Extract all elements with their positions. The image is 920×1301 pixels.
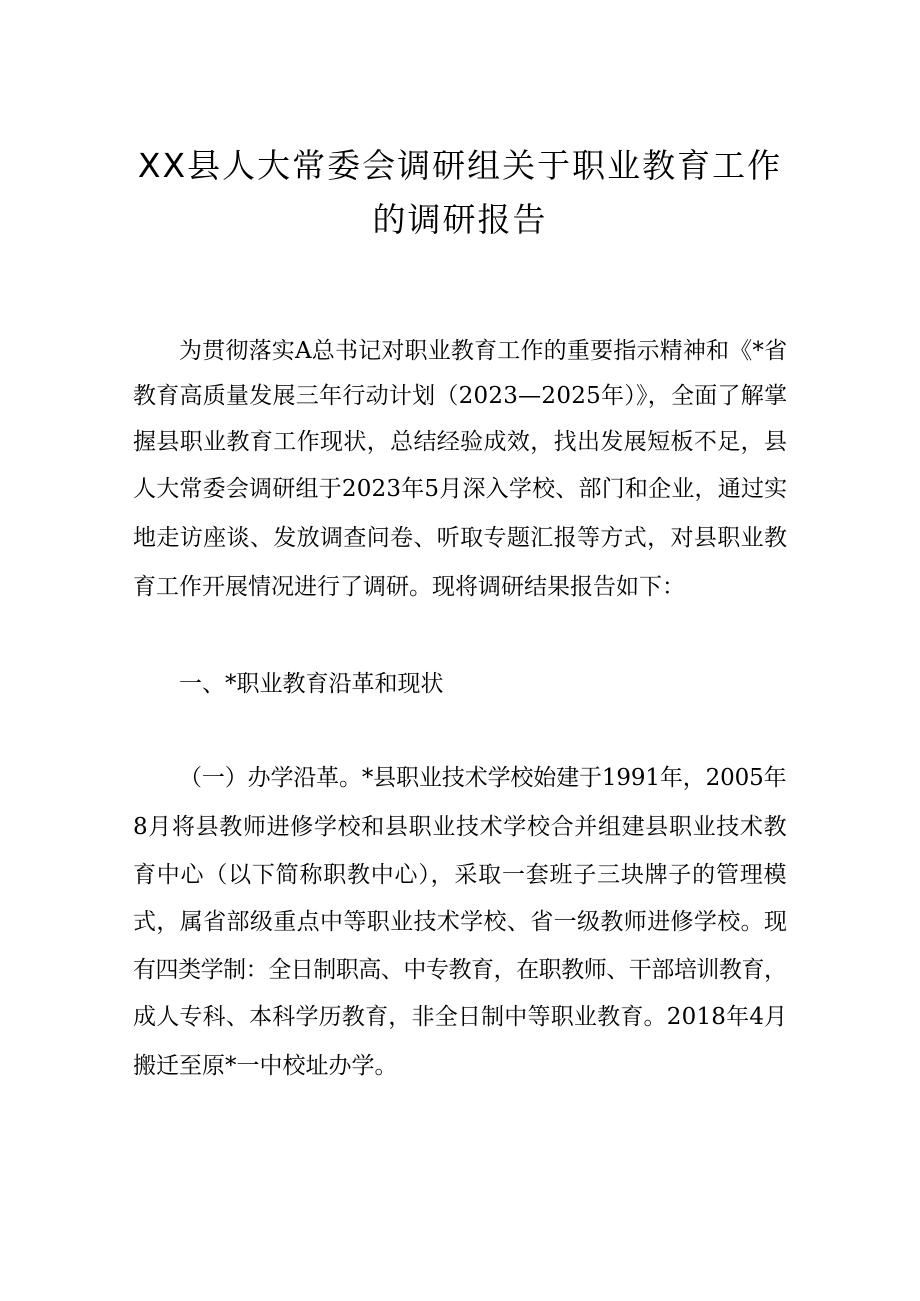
intro-paragraph-line: 育工作开展情况进行了调研。现将调研结果报告如下： xyxy=(133,574,685,600)
subsection-paragraph-line: 有四类学制：全日制职高、中专教育，在职教师、干部培训教育， xyxy=(133,957,787,983)
intro-paragraph-line: 地走访座谈、发放调查问卷、听取专题汇报等方式，对县职业教 xyxy=(133,525,788,551)
intro-paragraph-line: 教育高质量发展三年行动计划（2023—2025年）》，全面了解掌 xyxy=(133,383,788,409)
subsection-paragraph-line: 搬迁至原*一中校址办学。 xyxy=(133,1053,398,1079)
subsection-paragraph-line: 成人专科、本科学历教育，非全日制中等职业教育。2018年4月 xyxy=(133,1004,788,1030)
section-heading: 一、*职业教育沿革和现状 xyxy=(179,671,444,697)
subsection-paragraph-line: （一）办学沿革。*县职业技术学校始建于1991年，2005年 xyxy=(179,765,787,791)
subsection-paragraph-line: 式，属省部级重点中等职业技术学校、省一级教师进修学校。现 xyxy=(133,909,788,935)
subsection-paragraph-line: 育中心（以下简称职教中心），采取一套班子三块牌子的管理模 xyxy=(133,862,788,888)
document-title-line-1: XX县人大常委会调研组关于职业教育工作 xyxy=(137,146,783,185)
intro-paragraph-line: 握县职业教育工作现状，总结经验成效，找出发展短板不足，县 xyxy=(133,429,788,455)
subsection-paragraph-line: 8月将县教师进修学校和县职业技术学校合并组建县职业技术教 xyxy=(133,814,788,840)
intro-paragraph-line: 为贯彻落实A总书记对职业教育工作的重要指示精神和《*省 xyxy=(179,338,788,364)
document-title-line-2: 的调研报告 xyxy=(372,200,548,239)
intro-paragraph-line: 人大常委会调研组于2023年5月深入学校、部门和企业，通过实 xyxy=(133,476,788,502)
